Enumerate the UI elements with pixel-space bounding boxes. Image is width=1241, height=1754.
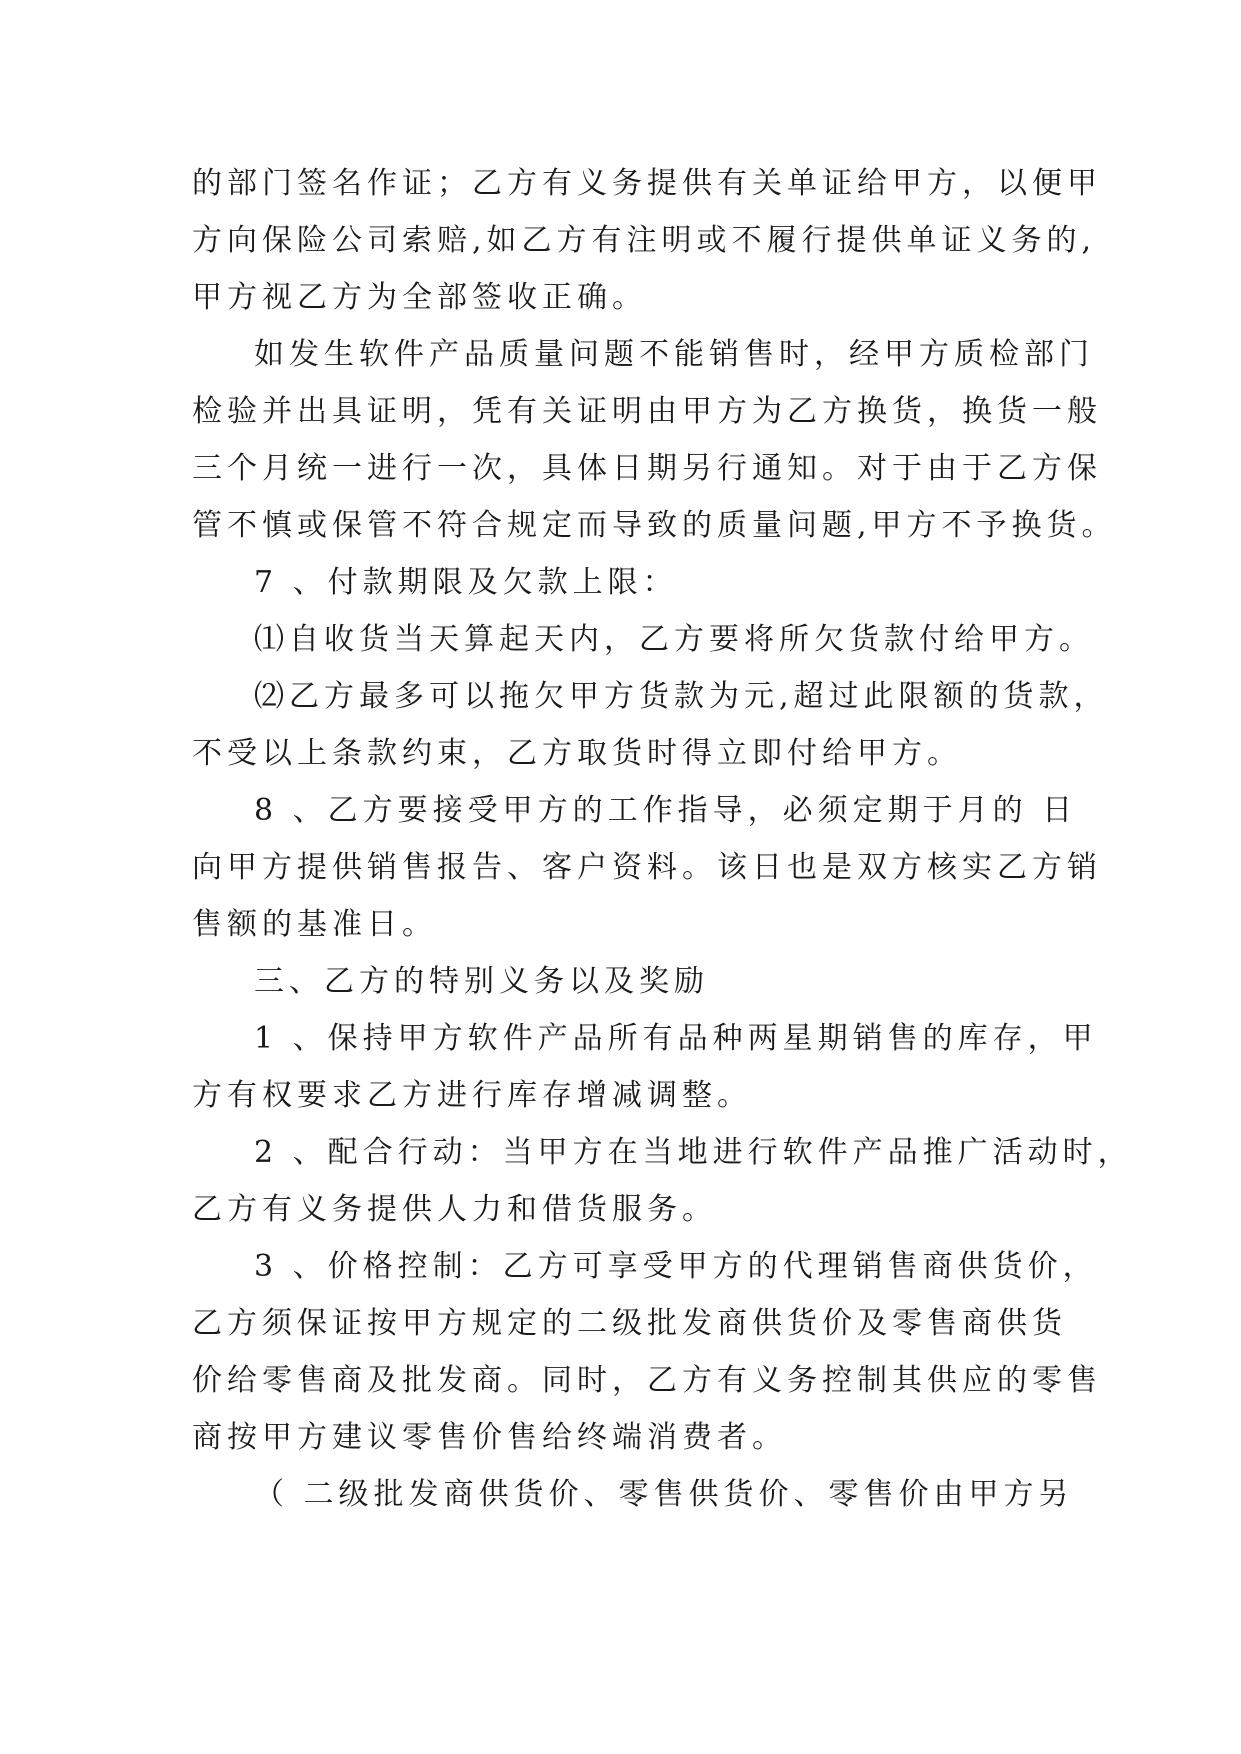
text-line: 商按甲方建议零售价售给终端消费者。 [192,1420,787,1455]
text-line: 方有权要求乙方进行库存增减调整。 [192,1078,752,1113]
paragraph-first-line: （ 二级批发商供货价、零售供货价、零售价由甲方另 [254,1477,1074,1512]
section-heading: 三、乙方的特别义务以及奖励 [254,964,709,999]
sub-clause: ⑴自收货当天算起天内，乙方要将所欠货款付给甲方。 [254,622,1094,657]
text-line: 向甲方提供销售报告、客户资料。该日也是双方核实乙方销 [192,850,1102,885]
clause-heading: 3 、价格控制：乙方可享受甲方的代理销售商供货价， [254,1249,1098,1284]
text-line: 的部门签名作证；乙方有义务提供有关单证给甲方，以便甲 [192,166,1102,201]
clause-heading: 2 、配合行动：当甲方在当地进行软件产品推广活动时， [254,1135,1133,1170]
text-line: 价给零售商及批发商。同时，乙方有义务控制其供应的零售 [192,1363,1102,1398]
paragraph-first-line: 如发生软件产品质量问题不能销售时，经甲方质检部门 [254,337,1094,372]
text-line: 检验并出具证明，凭有关证明由甲方为乙方换货，换货一般 [192,394,1102,429]
text-line: 不受以上条款约束，乙方取货时得立即付给甲方。 [192,736,962,771]
text-line: 三个月统一进行一次，具体日期另行通知。对于由于乙方保 [192,451,1102,486]
clause-heading: 7 、付款期限及欠款上限： [254,565,678,600]
text-line: 管不慎或保管不符合规定而导致的质量问题,甲方不予换货。 [192,508,1117,543]
text-line: 乙方有义务提供人力和借货服务。 [192,1192,717,1227]
clause-heading: 1 、保持甲方软件产品所有品种两星期销售的库存，甲 [254,1021,1098,1056]
sub-clause: ⑵乙方最多可以拖欠甲方货款为元,超过此限额的货款， [254,679,1109,714]
text-line: 方向保险公司索赔,如乙方有注明或不履行提供单证义务的, [192,223,1097,258]
text-line: 甲方视乙方为全部签收正确。 [192,280,647,315]
clause-heading: 8 、乙方要接受甲方的工作指导，必须定期于月的 日 [254,793,1078,828]
text-line: 乙方须保证按甲方规定的二级批发商供货价及零售商供货 [192,1306,1067,1341]
text-line: 售额的基准日。 [192,907,437,942]
